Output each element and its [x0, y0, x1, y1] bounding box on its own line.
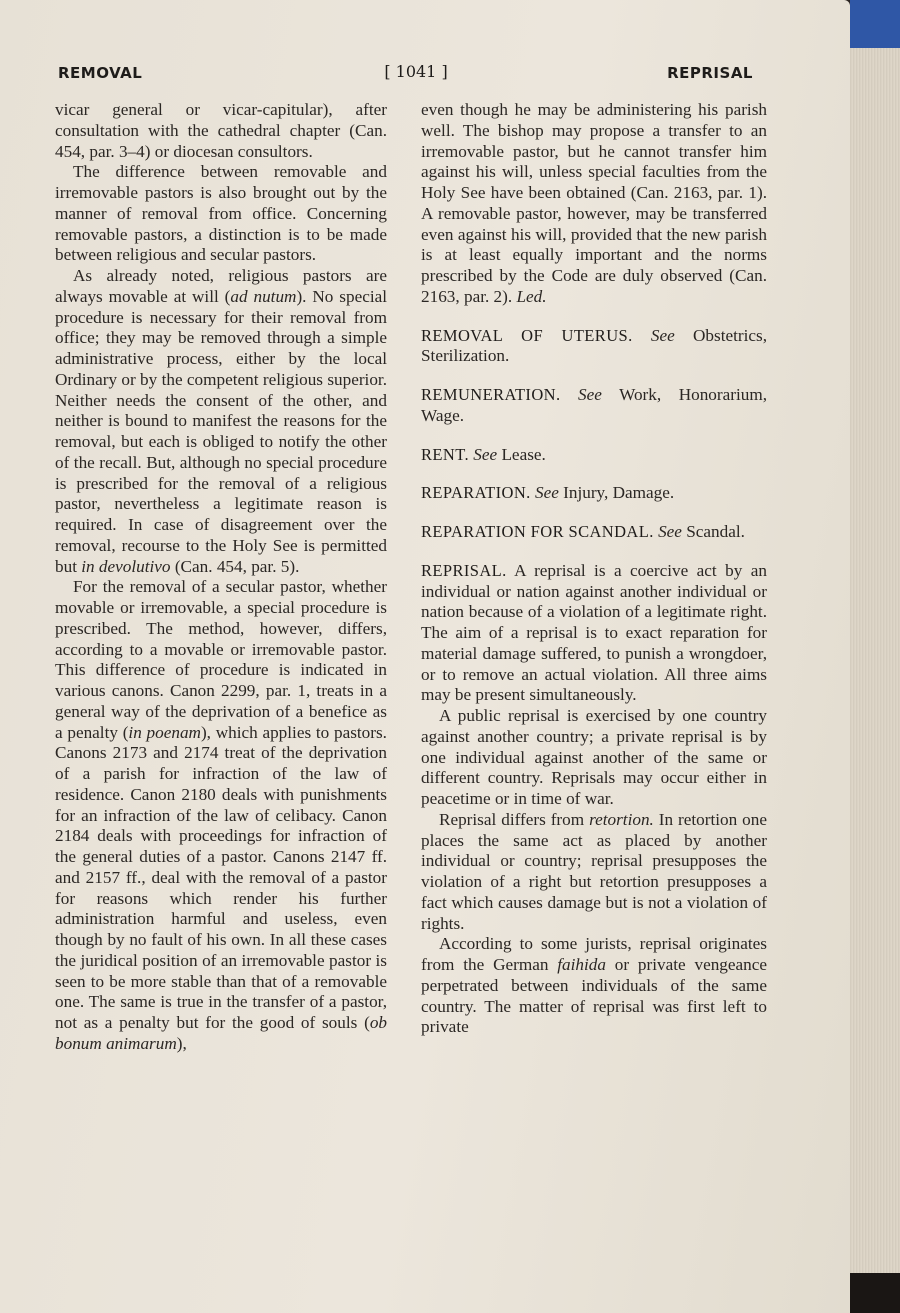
- entry-headword: REPARATION FOR SCANDAL.: [421, 522, 654, 541]
- paragraph: [421, 810, 767, 935]
- entry-headword: REPRISAL.: [421, 560, 507, 580]
- italic-term: ad nutum: [230, 286, 297, 306]
- italic-term: faihida: [557, 955, 606, 974]
- running-header: [58, 62, 753, 88]
- paragraph: [421, 100, 767, 308]
- see-label: See: [578, 385, 602, 404]
- paragraph: A public reprisal is exercised by one country against another country; a private reprisal is by one individual against another of the same or different country. Reprisals may occur either in peacetime or in time of war.: [421, 706, 767, 808]
- header-left-guide-word: REMOVAL: [58, 64, 143, 82]
- entry-removal-of-uterus: [421, 326, 767, 368]
- author-signature: Led.: [516, 286, 547, 306]
- text-run: Reprisal differs from: [439, 809, 590, 829]
- text-run: According to some jurists, reprisal originates from the German: [421, 934, 767, 974]
- italic-term: in poenam: [128, 722, 201, 742]
- entry-headword: REMUNERATION.: [421, 385, 561, 404]
- paragraph: The difference between removable and irremovable pastors is also brought out by the manner of removal from office. Concerning removable pastors, a distinction is to be made between religious and secular pastors.: [55, 162, 387, 265]
- entry-rent: [421, 445, 767, 466]
- text-run: ). No special procedure is necessary for their removal from office; they may be removed through a simple administrative process, either by the local Ordinary or by the competent religious superior. Neither needs the consent of the other, and neither is bound to manifest the reasons for the removal, but each is obliged to notify the other of the recall. But, although no special procedure is prescribed for the removal of a religious pastor, nevertheless a legitimate reason is required. In case of disagreement over the removal, recourse to the Holy See is permitted but: [55, 286, 388, 576]
- text-run: For the removal of a secular pastor, whether movable or irremovable, a special procedure is prescribed. The method, however, differs, according to a movable or irremovable pastor. This difference of procedure is indicated in various canons. Canon 2299, par. 1, treats in a general way of the deprivation of a benefice as a penalty (: [55, 577, 387, 742]
- cross-reference: Injury, Damage.: [563, 483, 675, 503]
- entry-headword: REPARATION.: [421, 483, 531, 503]
- see-label: See: [650, 325, 675, 345]
- paragraph: [421, 934, 767, 1038]
- italic-term: retortion.: [589, 809, 654, 829]
- text-run: In retortion one places the same act as placed by another individual or country; reprisal presupposes the violation of a right but retortion presupposes a fact which causes damage but is not a violation of rights.: [421, 809, 767, 933]
- entry-headword: REMOVAL OF UTERUS.: [421, 325, 633, 345]
- entry-remuneration: [421, 385, 767, 427]
- left-column: [55, 100, 387, 1055]
- book-fore-edge: [850, 0, 900, 1313]
- italic-term: in devolutivo: [81, 556, 171, 576]
- right-column: [421, 100, 767, 1038]
- text-run: even though he may be administering his parish well. The bishop may propose a transfer to an irremovable pastor, but he cannot transfer him against his will, unless special faculties from the Holy See have been obtained (Can. 2163, par. 1). A removable pastor, however, may be transferred even against his will, provided that the new parish is at least equally important and the norms prescribed by the Code are duly observed (Can. 2163, par. 2).: [421, 100, 767, 306]
- cross-reference: Scandal.: [686, 522, 745, 541]
- cross-reference: Lease.: [501, 444, 546, 464]
- entry-headword: RENT.: [421, 444, 469, 464]
- see-label: See: [534, 483, 559, 503]
- text-run: or private vengeance perpetrated between individuals of the same country. The matter of reprisal was first left to private: [421, 955, 767, 1037]
- italic-term: ob bonum animarum: [55, 1013, 387, 1053]
- page-number: [ 1041 ]: [384, 62, 448, 81]
- entry-reparation: [421, 483, 767, 504]
- edge-shadow: [850, 1273, 900, 1313]
- entry-reprisal: [421, 561, 767, 706]
- see-label: See: [658, 522, 682, 541]
- text-run: (Can. 454, par. 5).: [170, 556, 300, 576]
- cross-reference: Obstetrics, Sterilization.: [421, 325, 768, 366]
- paragraph: vicar general or vicar-capitular), after consultation with the cathedral chapter (Can. 454, par. 3–4) or diocesan consultors.: [55, 100, 387, 161]
- cross-reference: Work, Honorarium, Wage.: [421, 385, 767, 425]
- text-run: ), which applies to pastors. Canons 2173 and 2174 treat of the deprivation of a parish for infraction of the law of residence. Canon 2180 deals with punishments for an infraction of the law of celibacy. Canon 2184 deals with proceedings for infraction of the general duties of a pastor. Canons 2147 ff. and 2157 ff., deal with the removal of a pastor for reasons which render his further administration harmful and useless, even though by no fault of his own. In all these cases the juridical position of an irremovable pastor is seen to be more stable than that of a removable one. The same is true in the transfer of a pastor, not as a penalty but for the good of souls (: [55, 722, 387, 1032]
- text-run: ),: [176, 1033, 187, 1053]
- blue-cover-edge: [850, 0, 900, 48]
- see-label: See: [473, 444, 498, 464]
- entry-text: A reprisal is a coercive act by an individual or nation against another individual or nation because of a violation of a legitimate right. The aim of a reprisal is to exact reparation for material damage suffered, to punish a wrongdoer, or to remove an actual violation. All three aims may be present simultaneously.: [421, 560, 767, 705]
- header-right-guide-word: REPRISAL: [667, 64, 753, 82]
- paragraph: [55, 577, 387, 1054]
- entry-reparation-for-scandal: [421, 522, 767, 543]
- paragraph: [55, 266, 387, 577]
- text-run: As already noted, religious pastors are always movable at will (: [55, 266, 387, 306]
